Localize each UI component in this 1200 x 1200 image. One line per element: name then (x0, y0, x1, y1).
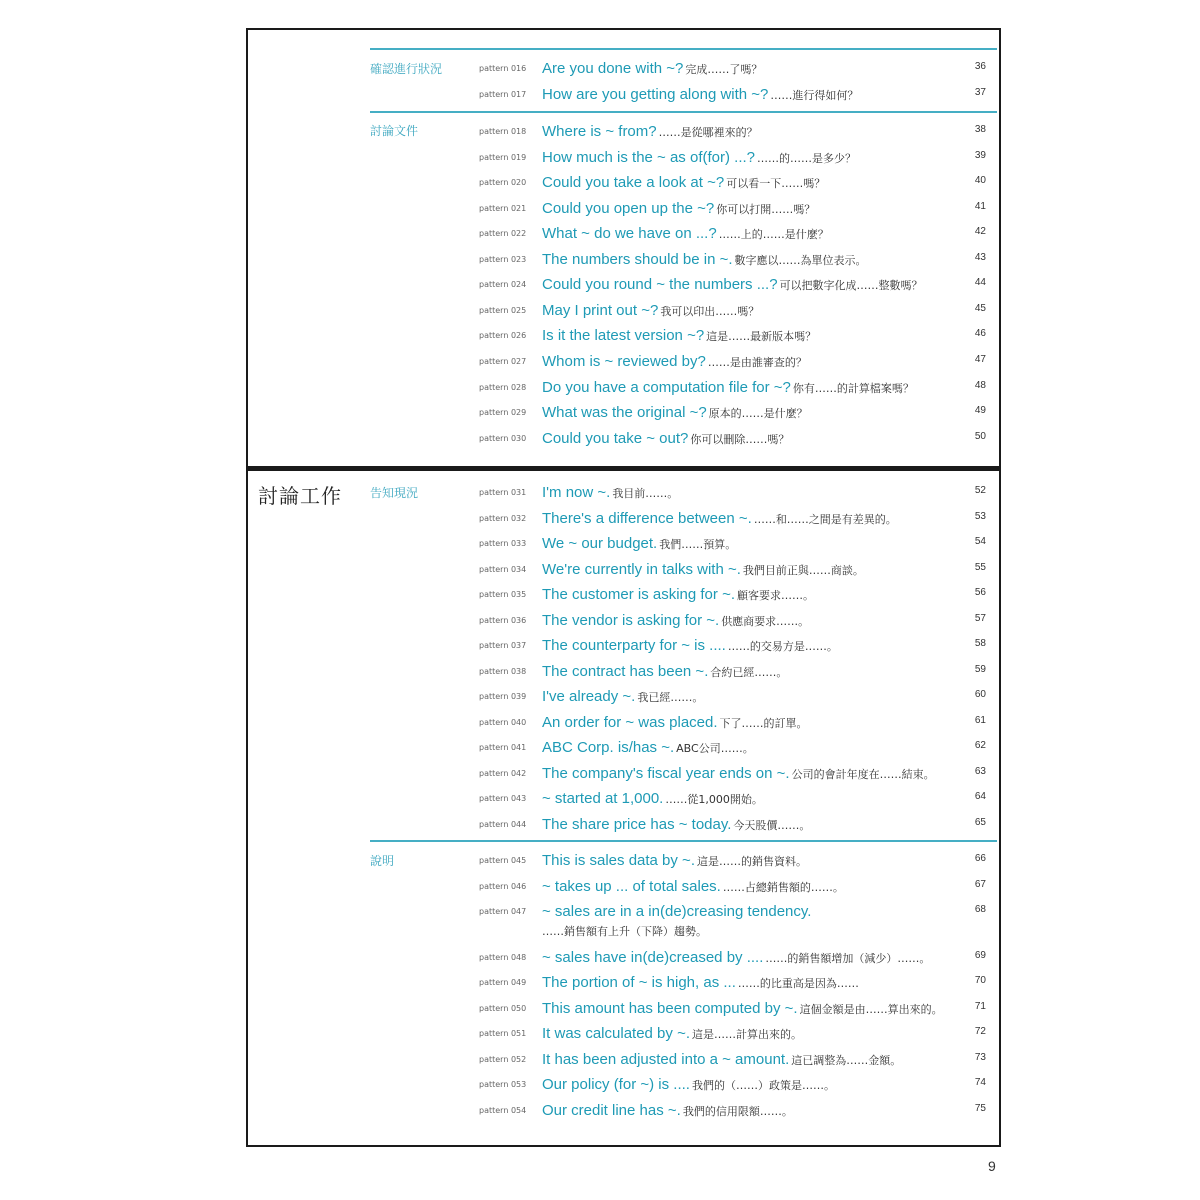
chinese-translation: 下了……的訂單。 (719, 716, 808, 730)
pattern-id: pattern 048 (479, 952, 527, 962)
entry-text (542, 763, 935, 782)
chinese-translation: 顧客要求……。 (737, 589, 814, 602)
chinese-translation: 我們目前正與……商談。 (742, 563, 864, 577)
chinese-translation: 我可以印出……嗎？ (660, 304, 760, 318)
english-phrase: Are you done with ~? (542, 60, 684, 77)
page-ref: 61 (974, 714, 986, 726)
english-phrase: Where is ~ from? (542, 123, 657, 140)
chinese-translation: 你可以刪除……嗎？ (690, 432, 790, 446)
entry-text (542, 147, 856, 166)
entry-text (542, 1023, 802, 1042)
toc-entry[interactable] (0, 249, 1200, 269)
entry-text (542, 998, 943, 1017)
pattern-id: pattern 028 (479, 382, 527, 392)
pattern-id: pattern 033 (479, 539, 527, 548)
entry-text (542, 402, 808, 421)
entry-text (542, 377, 914, 396)
toc-entry[interactable] (0, 428, 1200, 448)
chinese-translation: ……上的……是什麼？ (718, 228, 829, 242)
chinese-translation: ……的銷售額增加（減少）……。 (765, 951, 931, 965)
chinese-translation: ……和……之間是有差異的。 (753, 512, 897, 526)
page-ref: 48 (974, 379, 986, 391)
page-ref: 43 (974, 251, 986, 263)
chinese-translation: 你可以打開……嗎？ (716, 202, 816, 216)
chinese-translation: ……銷售額有上升（下降）趨勢。 (542, 925, 707, 938)
pattern-id: pattern 052 (479, 1054, 527, 1064)
entry-text (542, 58, 762, 77)
entry-text (542, 300, 759, 319)
english-phrase: Could you open up the ~? (542, 199, 715, 217)
pattern-id: pattern 034 (479, 564, 527, 574)
pattern-id: pattern 045 (479, 856, 527, 865)
entry-text (542, 947, 930, 966)
entry-text (542, 508, 897, 527)
pattern-id: pattern 024 (479, 280, 527, 290)
english-phrase: Could you take a look at ~? (542, 174, 725, 192)
page-ref: 45 (974, 302, 986, 314)
entry-text (542, 972, 859, 991)
page-ref: 42 (974, 226, 986, 238)
english-phrase: The portion of ~ is high, as ... (542, 974, 736, 991)
page-ref: 70 (974, 975, 986, 986)
english-phrase: I've already ~. (542, 688, 636, 705)
page-ref: 53 (974, 510, 986, 522)
toc-entry[interactable] (0, 1074, 1200, 1094)
pattern-id: pattern 016 (479, 64, 527, 73)
entry-text (542, 325, 816, 344)
english-phrase: Is it the latest version ~? (542, 327, 705, 345)
toc-entry[interactable] (0, 198, 1200, 218)
page-ref: 49 (974, 405, 986, 417)
toc-entry[interactable] (0, 351, 1200, 371)
pattern-id: pattern 044 (479, 819, 527, 829)
toc-entry[interactable] (0, 610, 1200, 630)
chinese-translation: 這個金額是由……算出來的。 (799, 1002, 943, 1016)
entry-text (542, 584, 814, 603)
entry-text (542, 533, 736, 552)
section-label: 告知現況 (370, 486, 419, 500)
toc-entry[interactable] (0, 121, 1200, 141)
toc-entry[interactable] (0, 712, 1200, 732)
entry-text (542, 850, 807, 869)
toc-entry[interactable] (0, 972, 1200, 992)
entry-text (542, 610, 809, 629)
section-label: 討論文件 (370, 124, 419, 138)
chinese-translation: ……的交易方是……。 (727, 640, 838, 653)
chapter-title: 討論工作 (258, 484, 342, 508)
toc-entry[interactable] (0, 998, 1200, 1018)
toc-entry[interactable] (0, 1100, 1200, 1120)
chinese-translation: 這已調整為……金額。 (791, 1053, 902, 1067)
pattern-id: pattern 053 (479, 1080, 527, 1089)
page-ref: 55 (974, 561, 986, 573)
pattern-id: pattern 027 (479, 356, 527, 366)
english-phrase: The share price has ~ today. (542, 815, 732, 833)
page-ref: 62 (974, 740, 986, 751)
chinese-translation: 這是……計算出來的。 (692, 1028, 802, 1041)
english-phrase: There's a difference between ~. (542, 509, 752, 527)
pattern-id: pattern 038 (479, 666, 527, 676)
pattern-id: pattern 030 (479, 433, 527, 443)
chinese-translation: 我目前……。 (612, 487, 679, 500)
entry-text (542, 351, 807, 370)
toc-entry[interactable] (0, 901, 1200, 938)
toc-entry[interactable] (0, 584, 1200, 604)
entry-text (542, 172, 825, 191)
chinese-translation: ……占總銷售額的……。 (722, 880, 844, 894)
section-rule (370, 111, 997, 113)
pattern-id: pattern 021 (479, 203, 527, 213)
toc-entry[interactable] (0, 661, 1200, 681)
entry-text (542, 788, 763, 807)
english-phrase: The company's fiscal year ends on ~. (542, 764, 790, 782)
entry-text (542, 482, 678, 501)
toc-entry[interactable] (0, 402, 1200, 422)
english-phrase: This amount has been computed by ~. (542, 999, 798, 1017)
english-phrase: ~ sales are in a in(de)creasing tendency. (542, 903, 812, 920)
english-phrase: How much is the ~ as of(for) ...? (542, 148, 755, 166)
page-ref: 39 (974, 149, 986, 161)
toc-entry[interactable] (0, 788, 1200, 808)
toc-entry[interactable] (0, 147, 1200, 167)
pattern-id: pattern 036 (479, 615, 527, 625)
english-phrase: We ~ our budget. (542, 535, 658, 552)
page-ref: 52 (974, 485, 986, 496)
pattern-id: pattern 017 (479, 89, 527, 99)
pattern-id: pattern 032 (479, 513, 527, 523)
chinese-translation: 我們的信用限額……。 (682, 1104, 793, 1118)
entry-text (542, 223, 829, 242)
chinese-translation: 今天股價……。 (733, 818, 811, 832)
chinese-translation: 合約已經……。 (710, 665, 788, 679)
entry-text (542, 249, 867, 268)
entry-text (542, 198, 815, 217)
entry-text (542, 1049, 901, 1068)
page-ref: 63 (974, 765, 986, 777)
toc-entry[interactable] (0, 876, 1200, 896)
toc-entry[interactable] (0, 1023, 1200, 1043)
entry-text (542, 559, 864, 578)
page-ref: 68 (974, 904, 986, 915)
english-phrase: We're currently in talks with ~. (542, 560, 741, 578)
section-rule (370, 840, 997, 842)
chinese-translation: ……是由誰審查的？ (707, 355, 807, 369)
english-phrase: ABC Corp. is/has ~. (542, 739, 675, 756)
chinese-translation: 我們的（……）政策是……。 (691, 1079, 835, 1092)
toc-entry[interactable] (0, 533, 1200, 553)
chinese-translation: 可以把數字化成……整數嗎？ (779, 279, 923, 293)
entry-text (542, 814, 810, 833)
pattern-id: pattern 037 (479, 641, 527, 650)
page-ref: 66 (974, 853, 986, 864)
page-ref: 67 (974, 878, 986, 890)
entry-text (542, 1100, 793, 1119)
page-ref: 54 (974, 536, 986, 547)
chinese-translation: 我們……預算。 (659, 538, 737, 551)
chinese-translation: 這是……的銷售資料。 (697, 855, 807, 868)
english-phrase: This is sales data by ~. (542, 852, 695, 869)
entry-text (542, 737, 754, 756)
entry-text (542, 686, 703, 705)
page-ref: 41 (974, 200, 986, 212)
pattern-id: pattern 054 (479, 1105, 527, 1115)
section-label: 確認進行狀況 (370, 62, 443, 76)
pattern-id: pattern 029 (479, 408, 527, 418)
toc-entry[interactable] (0, 172, 1200, 192)
english-phrase: ~ sales have in(de)creased by .... (542, 948, 764, 966)
entry-text (542, 876, 844, 895)
entry-text (542, 121, 758, 140)
entry-text (542, 274, 923, 293)
page-ref: 75 (974, 1102, 986, 1114)
page-ref: 40 (974, 175, 986, 187)
pattern-id: pattern 025 (479, 305, 527, 315)
chinese-translation: 我已經……。 (637, 691, 704, 704)
page-ref: 59 (974, 663, 986, 675)
english-phrase: Our credit line has ~. (542, 1101, 681, 1119)
chinese-translation: 你有……的計算檔案嗎？ (792, 381, 914, 395)
chinese-translation: 可以看一下……嗎？ (726, 177, 826, 191)
english-phrase: It was calculated by ~. (542, 1025, 690, 1042)
page-ref: 74 (974, 1077, 986, 1088)
english-phrase: Whom is ~ reviewed by? (542, 352, 706, 370)
page-ref: 47 (974, 353, 986, 365)
page-ref: 65 (974, 816, 986, 828)
toc-entry[interactable] (0, 377, 1200, 397)
page-ref: 36 (974, 61, 986, 72)
pattern-id: pattern 018 (479, 127, 527, 136)
toc-entry[interactable] (0, 635, 1200, 655)
pattern-id: pattern 020 (479, 178, 527, 188)
page-ref: 50 (974, 430, 986, 442)
page-ref: 69 (974, 949, 986, 961)
chinese-translation: 數字應以……為單位表示。 (734, 253, 867, 267)
toc-entry[interactable] (0, 508, 1200, 528)
chinese-translation: ……從1,000開始。 (665, 793, 763, 806)
chinese-translation: ABC公司……。 (676, 742, 754, 755)
english-phrase: May I print out ~? (542, 301, 659, 319)
pattern-id: pattern 051 (479, 1029, 527, 1038)
chinese-translation: ……的……是多少？ (757, 151, 856, 165)
english-phrase: What was the original ~? (542, 404, 707, 422)
chinese-translation: 原本的……是什麼？ (708, 407, 808, 421)
english-phrase: Do you have a computation file for ~? (542, 378, 791, 396)
page-ref: 58 (974, 638, 986, 649)
pattern-id: pattern 039 (479, 692, 527, 701)
english-phrase: Could you take ~ out? (542, 429, 689, 447)
pattern-id: pattern 019 (479, 152, 527, 162)
pattern-id: pattern 047 (479, 907, 527, 916)
pattern-id: pattern 042 (479, 768, 527, 778)
entry-text (542, 84, 858, 103)
pattern-id: pattern 040 (479, 717, 527, 727)
pattern-id: pattern 023 (479, 254, 527, 264)
page-ref: 73 (974, 1051, 986, 1063)
toc-entry[interactable] (0, 223, 1200, 243)
toc-entry[interactable] (0, 686, 1200, 706)
english-phrase: It has been adjusted into a ~ amount. (542, 1050, 790, 1068)
toc-entry[interactable] (0, 814, 1200, 834)
pattern-id: pattern 050 (479, 1003, 527, 1013)
toc-entry[interactable] (0, 763, 1200, 783)
chinese-translation: ……的比重高是因為…… (737, 977, 859, 990)
english-phrase: The customer is asking for ~. (542, 586, 735, 603)
toc-entry[interactable] (0, 559, 1200, 579)
chinese-translation: 這是……最新版本嗎？ (706, 330, 817, 344)
entry-text (542, 661, 787, 680)
pattern-id: pattern 026 (479, 331, 527, 341)
page-ref: 64 (974, 791, 986, 802)
english-phrase: The counterparty for ~ is .... (542, 637, 726, 654)
toc-entry[interactable] (0, 58, 1200, 78)
toc-entry[interactable] (0, 274, 1200, 294)
page-ref: 46 (974, 328, 986, 340)
toc-entry[interactable] (0, 947, 1200, 967)
english-phrase: The contract has been ~. (542, 662, 709, 680)
pattern-id: pattern 049 (479, 978, 527, 987)
page-ref: 44 (974, 277, 986, 289)
entry-text (542, 1074, 835, 1093)
english-phrase: The vendor is asking for ~. (542, 611, 720, 629)
pattern-id: pattern 043 (479, 794, 527, 803)
toc-entry[interactable] (0, 84, 1200, 104)
english-phrase: Our policy (for ~) is .... (542, 1076, 690, 1093)
page-ref: 72 (974, 1026, 986, 1037)
chinese-translation: 供應商要求……。 (721, 614, 810, 628)
english-phrase: I'm now ~. (542, 484, 611, 501)
entry-text (542, 635, 838, 654)
english-phrase: ~ started at 1,000. (542, 790, 664, 807)
toc-entry[interactable] (0, 325, 1200, 345)
page-ref: 57 (974, 612, 986, 624)
entry-text (542, 428, 789, 447)
english-phrase: What ~ do we have on ...? (542, 225, 717, 243)
section-label: 說明 (370, 854, 395, 868)
page-ref: 37 (974, 86, 986, 98)
pattern-id: pattern 031 (479, 488, 527, 497)
chapter-divider (246, 466, 1001, 471)
chinese-translation: ……是從哪裡來的？ (658, 126, 758, 139)
toc-entry[interactable] (0, 1049, 1200, 1069)
chinese-translation: 完成……了嗎？ (685, 63, 763, 76)
toc-entry[interactable] (0, 850, 1200, 870)
entry-text (542, 712, 808, 731)
english-phrase: ~ takes up ... of total sales. (542, 877, 721, 895)
entry-text (542, 901, 811, 920)
page-ref: 71 (974, 1000, 986, 1012)
page-ref: 38 (974, 124, 986, 135)
pattern-id: pattern 046 (479, 881, 527, 891)
page-number: 9 (988, 1158, 996, 1174)
toc-entry[interactable] (0, 482, 1200, 502)
chinese-translation: 公司的會計年度在……結束。 (791, 767, 935, 781)
toc-entry[interactable] (0, 300, 1200, 320)
toc-entry[interactable] (0, 737, 1200, 757)
english-phrase: Could you round ~ the numbers ...? (542, 276, 778, 294)
page-ref: 56 (974, 587, 986, 598)
page-ref: 60 (974, 689, 986, 700)
section-rule (370, 48, 997, 50)
pattern-id: pattern 041 (479, 743, 527, 752)
chinese-translation: ……進行得如何？ (770, 88, 859, 102)
pattern-id: pattern 035 (479, 590, 527, 599)
pattern-id: pattern 022 (479, 229, 527, 239)
english-phrase: How are you getting along with ~? (542, 85, 769, 103)
english-phrase: The numbers should be in ~. (542, 250, 733, 268)
english-phrase: An order for ~ was placed. (542, 713, 718, 731)
